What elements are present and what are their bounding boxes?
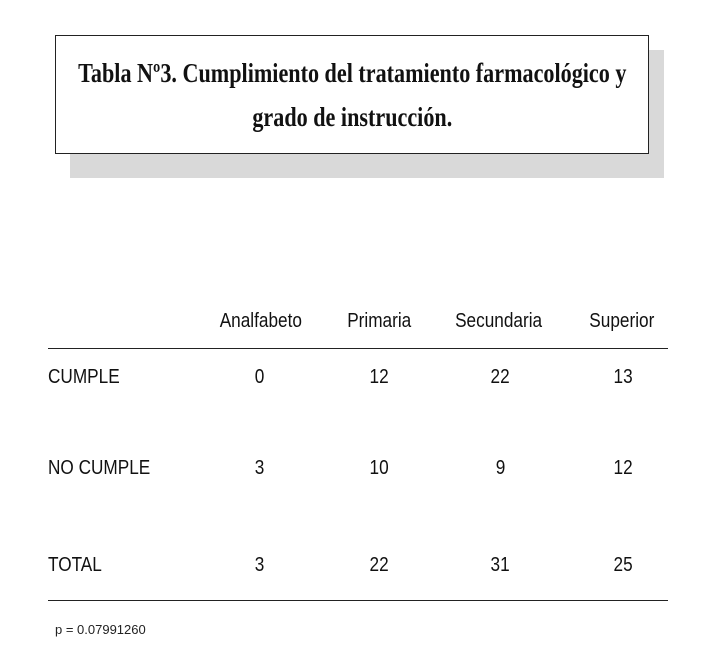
table-row: [48, 550, 668, 580]
cell-no-cumple-secundaria: 9: [495, 457, 506, 479]
column-header-primaria: Primaria: [347, 310, 412, 332]
cell-cumple-primaria: 12: [369, 366, 389, 388]
row-label-total: TOTAL: [48, 554, 102, 576]
cell-total-secundaria: 31: [490, 554, 510, 576]
table-title-line-2: grado de instrucción.: [252, 101, 452, 132]
table-bottom-rule: [48, 600, 668, 601]
p-value-footnote: p = 0.07991260: [55, 622, 146, 637]
cell-cumple-superior: 13: [613, 366, 633, 388]
cell-no-cumple-superior: 12: [613, 457, 633, 479]
table-title-line-1: Tabla Nº3. Cumplimiento del tratamiento farmacológico y: [77, 57, 627, 88]
cell-cumple-analfabeto: 0: [254, 366, 265, 388]
column-header-analfabeto: Analfabeto: [219, 310, 302, 332]
cell-cumple-secundaria: 22: [490, 366, 510, 388]
row-label-cumple: CUMPLE: [48, 366, 120, 388]
cell-total-superior: 25: [613, 554, 633, 576]
row-label-no-cumple: NO CUMPLE: [48, 457, 151, 479]
table-row: [48, 362, 668, 392]
column-header-superior: Superior: [589, 310, 655, 332]
header-divider: [48, 348, 668, 349]
cell-total-primaria: 22: [369, 554, 389, 576]
title-box: [55, 35, 649, 154]
cell-total-analfabeto: 3: [254, 554, 265, 576]
table-title: [78, 51, 626, 139]
table-header-row: [48, 306, 668, 336]
column-header-secundaria: Secundaria: [455, 310, 543, 332]
table-row: [48, 453, 668, 483]
cell-no-cumple-primaria: 10: [369, 457, 389, 479]
cell-no-cumple-analfabeto: 3: [254, 457, 265, 479]
